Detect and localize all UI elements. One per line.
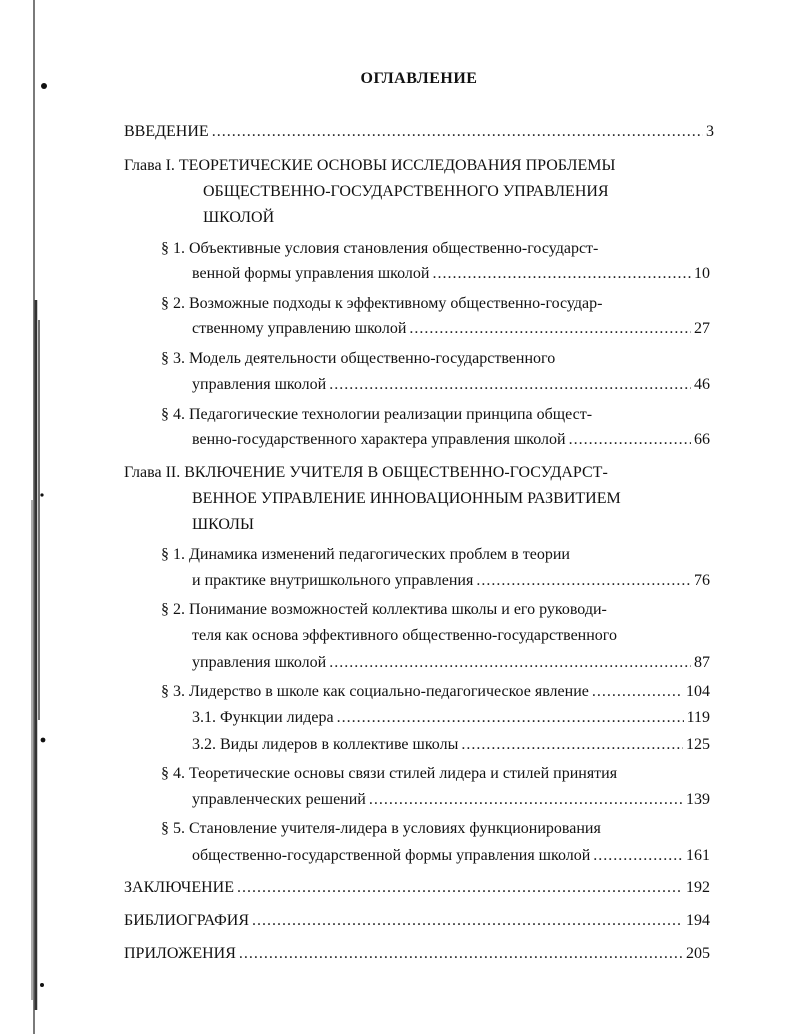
dot-leader: [593, 847, 683, 865]
page-number: 125: [686, 736, 710, 753]
page-number: 139: [686, 791, 710, 808]
entry-label: § 3. Лидерство в школе как социально-педагогическое явление: [161, 683, 589, 700]
page-number: 66: [694, 431, 710, 448]
ch2-subsection-3-1-entry[interactable]: [192, 709, 710, 727]
ch2-section-5-line-1[interactable]: § 5. Становление учителя-лидера в условиях функционирования: [161, 820, 601, 837]
ch2-section-2-line-1[interactable]: § 2. Понимание возможностей коллектива школы и его руководи-: [161, 601, 607, 618]
ch2-section-4-line-1[interactable]: § 4. Теоретические основы связи стилей лидера и стилей принятия: [161, 765, 618, 782]
toc-entry-bibliography[interactable]: [124, 912, 710, 930]
entry-label: 3.1. Функции лидера: [192, 709, 334, 726]
page-number: 27: [694, 320, 710, 337]
toc-entry-conclusion[interactable]: [124, 879, 710, 897]
dot-leader: [252, 912, 683, 930]
dot-leader: [329, 654, 691, 672]
ch1-section-2-entry[interactable]: [192, 320, 710, 338]
dot-leader: [432, 265, 691, 283]
dot-leader: [409, 320, 691, 338]
dot-leader: [337, 709, 684, 727]
dot-leader: [237, 879, 683, 897]
entry-label: венной формы управления школой: [192, 265, 430, 282]
page-number: 205: [686, 945, 710, 962]
ch2-section-3-entry[interactable]: [161, 683, 710, 701]
entry-label: венно-государственного характера управления школой: [192, 431, 566, 448]
ch2-subsection-3-2-entry[interactable]: [192, 736, 710, 754]
entry-label: ВВЕДЕНИЕ: [124, 123, 209, 140]
dot-leader: [239, 945, 683, 963]
entry-label: управления школой: [192, 654, 327, 671]
entry-label: 3.2. Виды лидеров в коллективе школы: [192, 736, 459, 753]
ch2-section-2-entry[interactable]: [192, 654, 710, 672]
chapter-2-heading-line-1[interactable]: Глава II. ВКЛЮЧЕНИЕ УЧИТЕЛЯ В ОБЩЕСТВЕННО-ГОСУДАРСТ-: [124, 464, 608, 481]
ch1-section-3-entry[interactable]: [192, 376, 710, 394]
dot-leader: [369, 791, 683, 809]
binding-edge-marks: [26, 0, 50, 1034]
dot-leader: [329, 376, 691, 394]
toc-title: ОГЛАВЛЕНИЕ: [360, 70, 478, 87]
entry-label: и практике внутришкольного управления: [192, 572, 474, 589]
ch2-section-4-entry[interactable]: [192, 791, 710, 809]
ch1-section-1-line-1[interactable]: § 1. Объективные условия становления общественно-государст-: [161, 240, 599, 257]
ch1-section-2-line-1[interactable]: § 2. Возможные подходы к эффективному общественно-государ-: [161, 295, 603, 312]
page-number: 119: [686, 709, 710, 726]
ch2-section-2-line-2: теля как основа эффективного общественно-государственного: [192, 627, 617, 644]
page-number: 3: [706, 123, 714, 140]
ch2-section-1-line-1[interactable]: § 1. Динамика изменений педагогических проблем в теории: [161, 546, 570, 563]
chapter-1-heading-line-3: ШКОЛОЙ: [203, 209, 275, 226]
ch1-section-3-line-1[interactable]: § 3. Модель деятельности общественно-государственного: [161, 350, 556, 367]
dot-leader: [569, 431, 691, 449]
ch1-section-4-line-1[interactable]: § 4. Педагогические технологии реализации принципа общест-: [161, 406, 593, 423]
page-number: 161: [686, 847, 710, 864]
toc-entry-introduction[interactable]: [124, 123, 714, 141]
chapter-1-heading-line-1[interactable]: Глава I. ТЕОРЕТИЧЕСКИЕ ОСНОВЫ ИССЛЕДОВАНИЯ ПРОБЛЕМЫ: [124, 157, 616, 174]
dot-leader: [461, 736, 683, 754]
entry-label: общественно-государственной формы управления школой: [192, 847, 591, 864]
toc-entry-appendices[interactable]: [124, 945, 710, 963]
page-number: 194: [686, 912, 710, 929]
entry-label: управления школой: [192, 376, 327, 393]
chapter-2-heading-line-3: ШКОЛЫ: [192, 516, 254, 533]
chapter-1-heading-line-2: ОБЩЕСТВЕННО-ГОСУДАРСТВЕННОГО УПРАВЛЕНИЯ: [203, 183, 609, 200]
ch1-section-1-entry[interactable]: [192, 265, 710, 283]
dot-leader: [592, 683, 683, 701]
page-number: 87: [694, 654, 710, 671]
entry-label: управленческих решений: [192, 791, 366, 808]
dot-leader: [476, 572, 691, 590]
ch2-section-1-entry[interactable]: [192, 572, 710, 590]
page-number: 76: [694, 572, 710, 589]
page-number: 104: [686, 683, 710, 700]
ch1-section-4-entry[interactable]: [192, 431, 710, 449]
page-number: 46: [694, 376, 710, 393]
entry-label: БИБЛИОГРАФИЯ: [124, 912, 250, 929]
entry-label: ПРИЛОЖЕНИЯ: [124, 945, 236, 962]
dot-leader: [212, 123, 703, 141]
chapter-2-heading-line-2: ВЕННОЕ УПРАВЛЕНИЕ ИННОВАЦИОННЫМ РАЗВИТИЕМ: [192, 490, 621, 507]
ch2-section-5-entry[interactable]: [192, 847, 710, 865]
page-number: 192: [686, 879, 710, 896]
entry-label: ЗАКЛЮЧЕНИЕ: [124, 879, 234, 896]
page-number: 10: [694, 265, 710, 282]
entry-label: ственному управлению школой: [192, 320, 407, 337]
